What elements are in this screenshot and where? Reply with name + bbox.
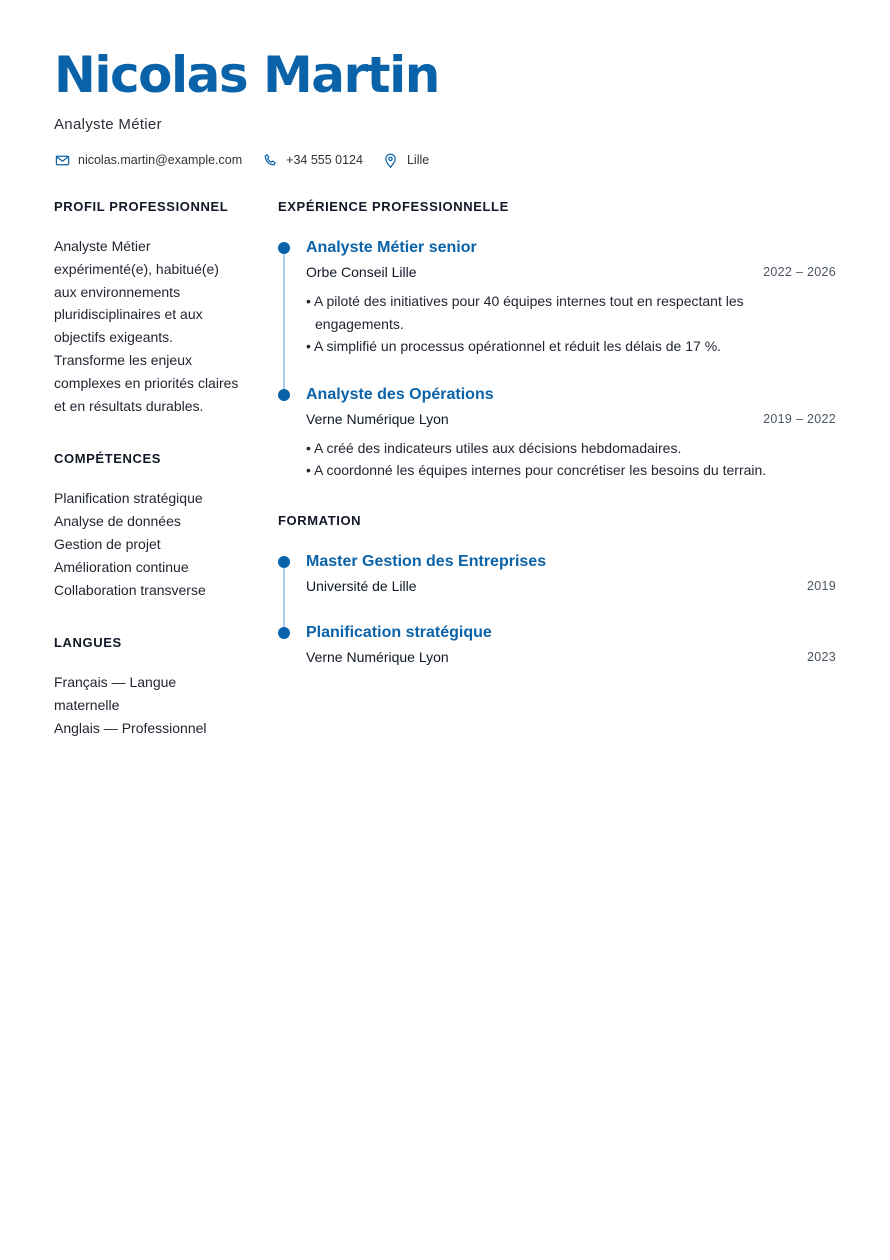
location-text: Lille — [406, 153, 430, 167]
skill-item: Planification stratégique — [54, 490, 203, 507]
job-bullet: • A coordonné les équipes internes pour concrétiser les besoins du terrain. — [306, 462, 767, 478]
section-title-education: FORMATION — [278, 512, 362, 528]
section-title-profile: PROFIL PROFESSIONNEL — [54, 199, 229, 214]
candidate-headline: Analyste Métier — [54, 116, 162, 133]
school: Verne Numérique Lyon — [306, 648, 449, 665]
degree-title: Master Gestion des Entreprises — [306, 552, 547, 570]
job-bullets — [306, 437, 836, 482]
job-bullet: • A créé des indicateurs utiles aux décisions hebdomadaires. — [306, 439, 682, 456]
resume-header — [54, 44, 844, 168]
job-bullet: • A simplifié un processus opérationnel et réduit les délais de 17 %. — [306, 338, 722, 354]
education-section — [278, 512, 836, 665]
education-year: 2019 — [806, 578, 836, 593]
skills-section — [54, 450, 239, 601]
experience-item — [278, 384, 836, 482]
languages-section — [54, 634, 239, 739]
contact-phone — [262, 152, 363, 168]
email-text[interactable]: nicolas.martin@example.com — [78, 153, 243, 167]
section-title-languages: LANGUES — [54, 635, 122, 651]
job-meta — [306, 264, 836, 280]
experience-timeline — [278, 237, 836, 482]
profile-text: Analyste Métier expérimenté(e), habitué(e) aux environnements pluridisciplinaires et aux objectifs exigeants. Transforme les enjeux complexes en priorités claires et en résultats durables. — [54, 238, 239, 414]
right-column — [278, 198, 836, 665]
mail-icon — [54, 152, 70, 168]
job-meta — [306, 411, 836, 427]
job-title: Analyste des Opérations — [306, 385, 494, 403]
skill-item: Analyse de données — [54, 513, 181, 530]
skill-item: Collaboration transverse — [54, 581, 206, 598]
timeline-dot — [278, 389, 290, 401]
job-title: Analyste Métier senior — [306, 239, 477, 256]
section-title-skills: COMPÉTENCES — [54, 451, 162, 467]
education-item — [278, 551, 836, 594]
section-title-experience: EXPÉRIENCE PROFESSIONNELLE — [278, 199, 509, 214]
education-meta — [306, 649, 836, 665]
candidate-name: Nicolas Martin — [54, 46, 439, 104]
job-bullet: • A piloté des initiatives pour 40 équipes internes tout en respectant les engagements. — [306, 293, 744, 332]
skills-list — [54, 487, 239, 601]
employer: Orbe Conseil Lille — [306, 264, 417, 280]
contact-location — [383, 152, 429, 168]
experience-item — [278, 237, 836, 358]
language-item: Français — Langue maternelle — [54, 674, 177, 714]
school: Université de Lille — [306, 577, 417, 594]
contact-email — [54, 152, 242, 168]
timeline-dot — [278, 627, 290, 639]
job-dates: 2019 – 2022 — [763, 411, 836, 426]
language-item: Anglais — Professionnel — [54, 719, 207, 736]
education-item — [278, 622, 836, 665]
contact-row — [54, 152, 844, 168]
skill-item: Amélioration continue — [54, 558, 189, 575]
profile-section — [54, 198, 239, 417]
languages-list — [54, 671, 239, 739]
phone-text[interactable]: +34 555 0124 — [286, 153, 363, 167]
left-column — [54, 198, 239, 773]
education-timeline — [278, 551, 836, 665]
degree-title: Planification stratégique — [306, 623, 492, 641]
skill-item: Gestion de projet — [54, 535, 161, 552]
job-bullets — [306, 290, 836, 358]
timeline-dot — [278, 242, 290, 254]
location-pin-icon — [383, 152, 399, 168]
phone-icon — [262, 152, 278, 168]
employer: Verne Numérique Lyon — [306, 410, 449, 427]
job-dates: 2022 – 2026 — [763, 265, 836, 279]
education-meta — [306, 578, 836, 594]
education-year: 2023 — [806, 649, 836, 664]
timeline-dot — [278, 556, 290, 568]
